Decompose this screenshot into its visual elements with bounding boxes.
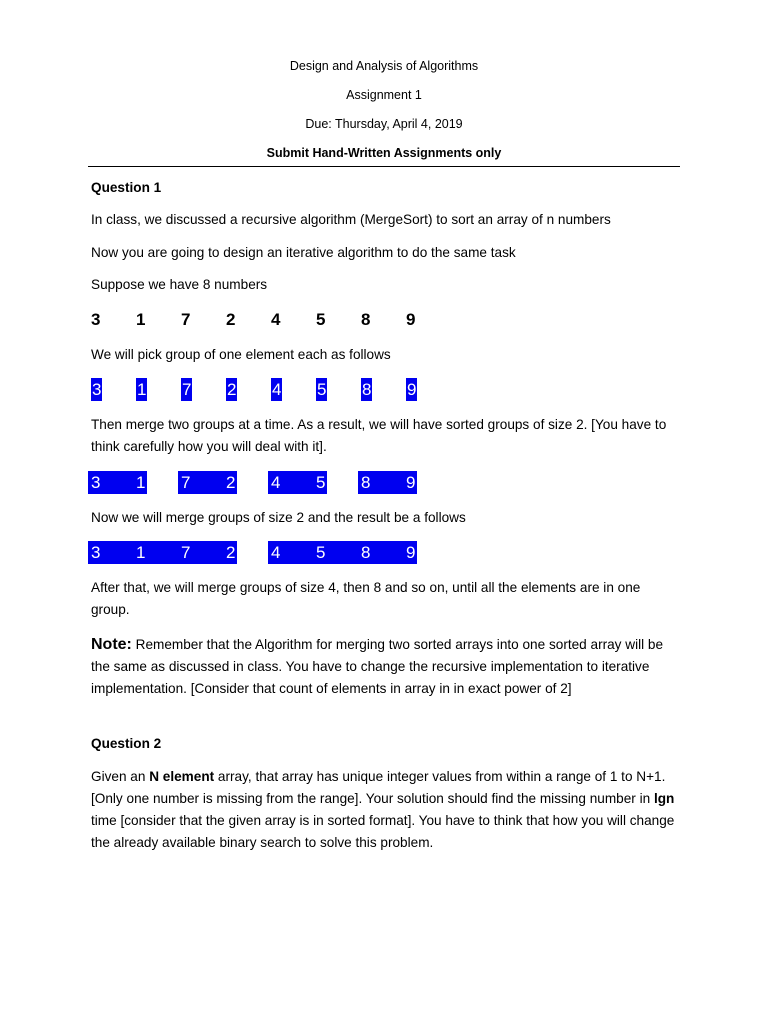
highlight-group [406,378,417,401]
numbers-row-groups-of-4 [0,541,768,565]
number-cell: 3 [92,380,102,399]
highlight-group [361,378,372,401]
number-cell: 4 [272,380,282,399]
number-cell: 8 [361,543,371,562]
question-2-heading: Question 2 [91,736,162,751]
number-cell: 3 [91,473,101,492]
highlight-group [88,541,237,564]
assignment-title: Assignment 1 [346,88,422,102]
number-cell: 8 [361,310,371,329]
highlight-group [88,471,147,494]
number-cell: 7 [181,543,191,562]
submission-note: Submit Hand-Written Assignments only [266,146,502,160]
number-cell: 9 [406,473,416,492]
number-cell: 9 [407,380,417,399]
number-cell: 5 [316,473,326,492]
q2-paragraph [91,766,681,854]
note-label: Note: [91,636,132,653]
note-text: Remember that the Algorithm for merging two sorted arrays into one sorted array will be the same as discussed in class. You have to change the recursive implementation to iterative implementation. [Consider that count of elements in array in in exact power of 2] [91,637,664,696]
highlight-group [358,471,417,494]
q2-bold-term: lgn [653,791,675,806]
number-cell: 8 [361,473,371,492]
numbers-row-groups-of-1 [0,378,768,402]
number-cell: 4 [271,310,281,329]
number-cell: 4 [271,543,281,562]
number-cell: 5 [317,380,327,399]
course-title: Design and Analysis of Algorithms [289,59,479,73]
q1-paragraph-1: In class, we discussed a recursive algorithm (MergeSort) to sort an array of n numbers [91,212,611,227]
number-cell: 7 [182,380,192,399]
q1-paragraph-6: Now we will merge groups of size 2 and the result be a follows [91,510,466,525]
q1-paragraph-4: We will pick group of one element each as follows [91,347,391,362]
q2-bold-term: N element [149,769,215,784]
number-cell: 2 [227,380,237,399]
highlight-group [268,471,327,494]
number-cell: 8 [362,380,372,399]
q1-note [91,634,681,700]
number-cell: 3 [91,543,101,562]
number-cell: 1 [136,310,146,329]
number-cell: 7 [181,473,191,492]
numbers-row-groups-of-2 [0,471,768,495]
number-cell: 2 [226,310,236,329]
highlight-group [136,378,147,401]
q1-paragraph-2: Now you are going to design an iterative algorithm to do the same task [91,245,516,260]
number-cell: 9 [406,543,416,562]
highlight-group [91,378,102,401]
number-cell: 1 [137,380,147,399]
numbers-row-plain [0,308,768,332]
number-cell: 9 [406,310,416,329]
number-cell: 2 [226,473,236,492]
number-cell: 2 [226,543,236,562]
highlight-group [316,378,327,401]
q2-text-part: Given an [91,769,150,784]
question-1-heading: Question 1 [91,180,162,195]
number-cell: 5 [316,543,326,562]
due-date: Due: Thursday, April 4, 2019 [305,117,463,131]
highlight-group [271,378,282,401]
number-cell: 4 [271,473,281,492]
number-cell: 1 [136,473,146,492]
q2-text-part: time [consider that the given array is in sorted format]. You have to think that how you will change the already available binary search to solve this problem. [91,813,675,850]
highlight-group [226,378,237,401]
header-divider [88,166,680,167]
number-cell: 7 [181,310,191,329]
number-cell: 1 [136,543,146,562]
q1-paragraph-3: Suppose we have 8 numbers [91,277,268,292]
highlight-group [178,471,237,494]
q1-paragraph-5: Then merge two groups at a time. As a result, we will have sorted groups of size 2. [You have to think carefully how you will deal with it]. [91,417,667,454]
q2-text-part: array, that array has unique integer values from within a range of 1 to N+1. [Only one number is missing from the range]. Your solution should find the missing number in [91,769,666,806]
number-cell: 3 [91,310,101,329]
highlight-group [181,378,192,401]
q1-paragraph-7: After that, we will merge groups of size 4, then 8 and so on, until all the elements are in one group. [91,580,641,617]
number-cell: 5 [316,310,326,329]
highlight-group [268,541,417,564]
